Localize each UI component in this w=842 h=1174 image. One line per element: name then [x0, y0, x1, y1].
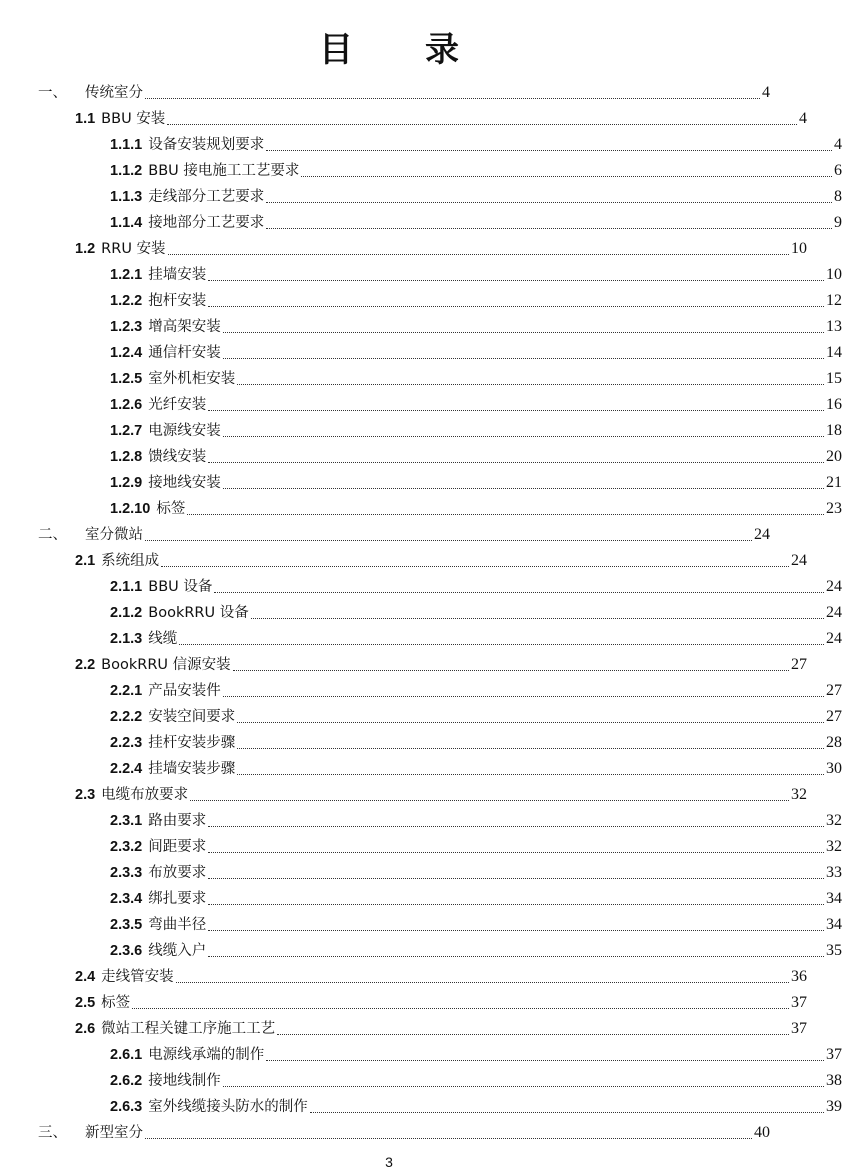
toc-entry-title: 室分微站	[85, 527, 143, 543]
toc-entry[interactable]	[0, 311, 842, 337]
toc-entry[interactable]	[0, 1013, 807, 1039]
toc-entry-number: 2.2.3	[110, 735, 143, 751]
toc-entry-title: 电源线安装	[148, 423, 221, 439]
page-title: 目录	[319, 30, 531, 70]
toc-entry-title: 安装空间要求	[148, 709, 236, 725]
toc-entry-page: 33	[826, 864, 842, 881]
toc-entry-page: 4	[834, 136, 842, 153]
toc-entry-page: 27	[826, 682, 842, 699]
dot-leader	[237, 721, 824, 723]
dot-leader	[251, 617, 824, 619]
toc-entry-number: 2.3.2	[110, 839, 143, 855]
toc-entry[interactable]	[0, 909, 842, 935]
toc-entry-title: 产品安装件	[148, 683, 221, 699]
dot-leader	[237, 383, 824, 385]
dot-leader	[208, 903, 824, 905]
toc-entry-number: 1.1.1	[110, 137, 143, 153]
toc-entry[interactable]	[0, 779, 807, 805]
dot-leader	[208, 825, 824, 827]
toc-entry-page: 8	[834, 188, 842, 205]
toc-entry-title: 走线管安装	[101, 969, 174, 985]
dot-leader	[168, 253, 789, 255]
toc-entry-title: 电源线承端的制作	[148, 1047, 265, 1063]
toc-entry[interactable]	[0, 571, 842, 597]
dot-leader	[223, 1085, 824, 1087]
toc-entry[interactable]	[0, 129, 842, 155]
toc-entry-number: 2.1	[75, 553, 96, 569]
toc-entry[interactable]	[0, 831, 842, 857]
toc-entry-number: 2.3.5	[110, 917, 143, 933]
toc-entry[interactable]	[0, 389, 842, 415]
toc-entry-page: 24	[754, 526, 770, 543]
toc-entry-page: 40	[754, 1124, 770, 1141]
toc-entry-page: 14	[826, 344, 842, 361]
toc-entry-page: 10	[826, 266, 842, 283]
toc-entry-page: 37	[791, 994, 807, 1011]
toc-entry-title: 馈线安装	[148, 449, 207, 465]
dot-leader	[176, 981, 789, 983]
dot-leader	[266, 201, 832, 203]
toc-entry[interactable]	[0, 701, 842, 727]
toc-entry-number: 1.2.7	[110, 423, 143, 439]
toc-entry-page: 35	[826, 942, 842, 959]
toc-entry[interactable]	[0, 285, 842, 311]
dot-leader	[237, 747, 824, 749]
toc-entry[interactable]	[0, 441, 842, 467]
toc-entry-page: 34	[826, 890, 842, 907]
toc-entry-title: 挂墙安装	[148, 267, 207, 283]
toc-entry-number: 2.2	[75, 657, 96, 673]
toc-entry-title: 室外机柜安装	[148, 371, 236, 387]
toc-entry[interactable]	[0, 649, 807, 675]
toc-entry-title: BBU 接电施工工艺要求	[148, 163, 300, 179]
toc-entry-number: 2.3.1	[110, 813, 143, 829]
toc-entry-number: 1.1.2	[110, 163, 143, 179]
toc-entry-page: 30	[826, 760, 842, 777]
toc-entry[interactable]	[0, 857, 842, 883]
dot-leader	[208, 461, 824, 463]
toc-entry[interactable]	[0, 103, 807, 129]
toc-entry-page: 38	[826, 1072, 842, 1089]
toc-entry-page: 13	[826, 318, 842, 335]
toc-entry-number: 1.2.9	[110, 475, 143, 491]
dot-leader	[277, 1033, 789, 1035]
toc-entry-number: 1.1.3	[110, 189, 143, 205]
dot-leader	[187, 513, 824, 515]
toc-entry[interactable]	[0, 1039, 842, 1065]
toc-entry-title: 传统室分	[85, 85, 143, 101]
toc-entry[interactable]	[0, 805, 842, 831]
toc-entry-title: BookRRU 信源安装	[101, 657, 231, 673]
toc-entry-page: 24	[826, 630, 842, 647]
toc-entry-title: BBU 设备	[148, 579, 213, 595]
toc-entry-page: 18	[826, 422, 842, 439]
toc-entry-number: 1.2.2	[110, 293, 143, 309]
toc-entry-number: 2.3.4	[110, 891, 143, 907]
toc-entry-title: 接地线制作	[148, 1073, 221, 1089]
toc-entry-page: 21	[826, 474, 842, 491]
toc-entry-title: 抱杆安装	[148, 293, 207, 309]
dot-leader	[179, 643, 824, 645]
toc-entry[interactable]	[0, 935, 842, 961]
toc-entry-page: 10	[791, 240, 807, 257]
toc-entry-number: 2.4	[75, 969, 96, 985]
toc-entry[interactable]	[0, 1091, 842, 1117]
dot-leader	[132, 1007, 789, 1009]
toc-entry[interactable]	[0, 467, 842, 493]
toc-entry-page: 39	[826, 1098, 842, 1115]
toc-entry-page: 23	[826, 500, 842, 517]
toc-entry[interactable]	[0, 753, 842, 779]
toc-entry[interactable]	[0, 1065, 842, 1091]
toc-entry-number: 2.3.6	[110, 943, 143, 959]
toc-entry-title: 接地部分工艺要求	[148, 215, 265, 231]
toc-entry-page: 24	[826, 578, 842, 595]
toc-entry-number: 2.2.4	[110, 761, 143, 777]
toc-entry-page: 27	[791, 656, 807, 673]
toc-entry-number: 2.1.3	[110, 631, 143, 647]
toc-entry-title: 间距要求	[148, 839, 207, 855]
dot-leader	[208, 851, 824, 853]
dot-leader	[310, 1111, 824, 1113]
toc-entry[interactable]	[0, 77, 770, 103]
toc-entry-number: 1.2.6	[110, 397, 143, 413]
dot-leader	[145, 539, 752, 541]
toc-entry-page: 32	[826, 838, 842, 855]
toc-entry-page: 28	[826, 734, 842, 751]
dot-leader	[223, 331, 824, 333]
toc-entry-number: 1.2.5	[110, 371, 143, 387]
toc-entry-title: 系统组成	[101, 553, 160, 569]
dot-leader	[145, 97, 760, 99]
toc-entry-title: 弯曲半径	[148, 917, 207, 933]
dot-leader	[223, 435, 824, 437]
toc-entry-number: 2.3	[75, 787, 96, 803]
toc-entry-title: 线缆	[148, 631, 178, 647]
toc-entry[interactable]	[0, 519, 770, 545]
toc-entry-number: 2.1.2	[110, 605, 143, 621]
dot-leader	[233, 669, 789, 671]
toc-entry-title: 微站工程关键工序施工工艺	[101, 1021, 276, 1037]
toc-entry-page: 32	[826, 812, 842, 829]
toc-entry-number: 2.6.1	[110, 1047, 143, 1063]
toc-entry-number: 1.2.1	[110, 267, 143, 283]
toc-entry[interactable]	[0, 545, 807, 571]
toc-entry-title: 绑扎要求	[148, 891, 207, 907]
dot-leader	[208, 305, 824, 307]
toc-entry-page: 4	[799, 110, 807, 127]
toc-entry-page: 36	[791, 968, 807, 985]
toc-entry[interactable]	[0, 987, 807, 1013]
toc-entry-number: 2.5	[75, 995, 96, 1011]
toc-entry-title: RRU 安装	[101, 241, 166, 257]
toc-entry-number: 2.6	[75, 1021, 96, 1037]
toc-entry-title: 光纤安装	[148, 397, 207, 413]
toc-entry-number: 1.1.4	[110, 215, 143, 231]
toc-entry-number: 1.1	[75, 111, 96, 127]
toc-entry-title: 标签	[156, 501, 186, 517]
toc-entry-title: 新型室分	[85, 1125, 143, 1141]
toc-entry[interactable]	[0, 961, 807, 987]
dot-leader	[208, 409, 824, 411]
toc-entry-number: 2.1.1	[110, 579, 143, 595]
dot-leader	[214, 591, 824, 593]
toc-entry[interactable]	[0, 155, 842, 181]
toc-entry-title: BBU 安装	[101, 111, 166, 127]
toc-entry-number: 2.2.2	[110, 709, 143, 725]
toc-entry-number: 2.6.2	[110, 1073, 143, 1089]
toc-entry-title: 走线部分工艺要求	[148, 189, 265, 205]
toc-entry-page: 24	[791, 552, 807, 569]
toc-entry-number: 2.6.3	[110, 1099, 143, 1115]
toc-entry-page: 27	[826, 708, 842, 725]
dot-leader	[208, 955, 824, 957]
toc-entry[interactable]	[0, 207, 842, 233]
toc-entry[interactable]	[0, 493, 842, 519]
toc-entry[interactable]	[0, 883, 842, 909]
toc-entry[interactable]	[0, 727, 842, 753]
toc-entry-number: 二、	[38, 527, 67, 543]
toc-entry-number: 2.2.1	[110, 683, 143, 699]
toc-entry[interactable]	[0, 259, 842, 285]
toc-entry-title: 标签	[101, 995, 131, 1011]
toc-entry-page: 24	[826, 604, 842, 621]
toc-entry-title: 挂杆安装步骤	[148, 735, 236, 751]
toc-entry-page: 16	[826, 396, 842, 413]
dot-leader	[161, 565, 789, 567]
toc-entry-title: 布放要求	[148, 865, 207, 881]
toc-entry-title: 室外线缆接头防水的制作	[148, 1099, 308, 1115]
toc-entry[interactable]	[0, 181, 842, 207]
toc-entry-title: 挂墙安装步骤	[148, 761, 236, 777]
toc-entry-title: BookRRU 设备	[148, 605, 249, 621]
dot-leader	[301, 175, 832, 177]
toc-entry-page: 32	[791, 786, 807, 803]
dot-leader	[266, 227, 832, 229]
toc-entry-number: 1.2.8	[110, 449, 143, 465]
toc-entry[interactable]	[0, 675, 842, 701]
toc-entry-number: 一、	[38, 85, 67, 101]
dot-leader	[208, 929, 824, 931]
toc-entry-page: 12	[826, 292, 842, 309]
dot-leader	[237, 773, 824, 775]
toc-entry-page: 15	[826, 370, 842, 387]
dot-leader	[208, 279, 824, 281]
dot-leader	[223, 357, 824, 359]
toc-entry-title: 路由要求	[148, 813, 207, 829]
toc-entry-title: 增高架安装	[148, 319, 221, 335]
toc-entry[interactable]	[0, 337, 842, 363]
toc-entry[interactable]	[0, 363, 842, 389]
dot-leader	[266, 1059, 824, 1061]
dot-leader	[223, 695, 824, 697]
dot-leader	[208, 877, 824, 879]
dot-leader	[266, 149, 832, 151]
toc-entry[interactable]	[0, 415, 842, 441]
toc-entry[interactable]	[0, 597, 842, 623]
toc-entry-title: 电缆布放要求	[101, 787, 189, 803]
toc-entry-title: 通信杆安装	[148, 345, 221, 361]
page-number: 3	[385, 1154, 393, 1170]
toc-entry-title: 接地线安装	[148, 475, 221, 491]
toc-entry-page: 6	[834, 162, 842, 179]
toc-entry[interactable]	[0, 233, 807, 259]
toc-entry-number: 1.2.3	[110, 319, 143, 335]
toc-entry-page: 37	[791, 1020, 807, 1037]
toc-entry-page: 9	[834, 214, 842, 231]
toc-entry-page: 34	[826, 916, 842, 933]
toc-entry-number: 1.2.4	[110, 345, 143, 361]
toc-entry-title: 线缆入户	[148, 943, 207, 959]
toc-entry-number: 三、	[38, 1125, 67, 1141]
toc-entry-number: 1.2	[75, 241, 96, 257]
toc-entry[interactable]	[0, 1117, 770, 1143]
toc-entry-page: 4	[762, 84, 770, 101]
toc-entry-page: 37	[826, 1046, 842, 1063]
dot-leader	[145, 1137, 752, 1139]
dot-leader	[223, 487, 824, 489]
dot-leader	[167, 123, 797, 125]
dot-leader	[190, 799, 789, 801]
toc-entry-number: 2.3.3	[110, 865, 143, 881]
toc-entry-page: 20	[826, 448, 842, 465]
toc-entry[interactable]	[0, 623, 842, 649]
toc-entry-number: 1.2.10	[110, 501, 151, 517]
toc-entry-title: 设备安装规划要求	[148, 137, 265, 153]
